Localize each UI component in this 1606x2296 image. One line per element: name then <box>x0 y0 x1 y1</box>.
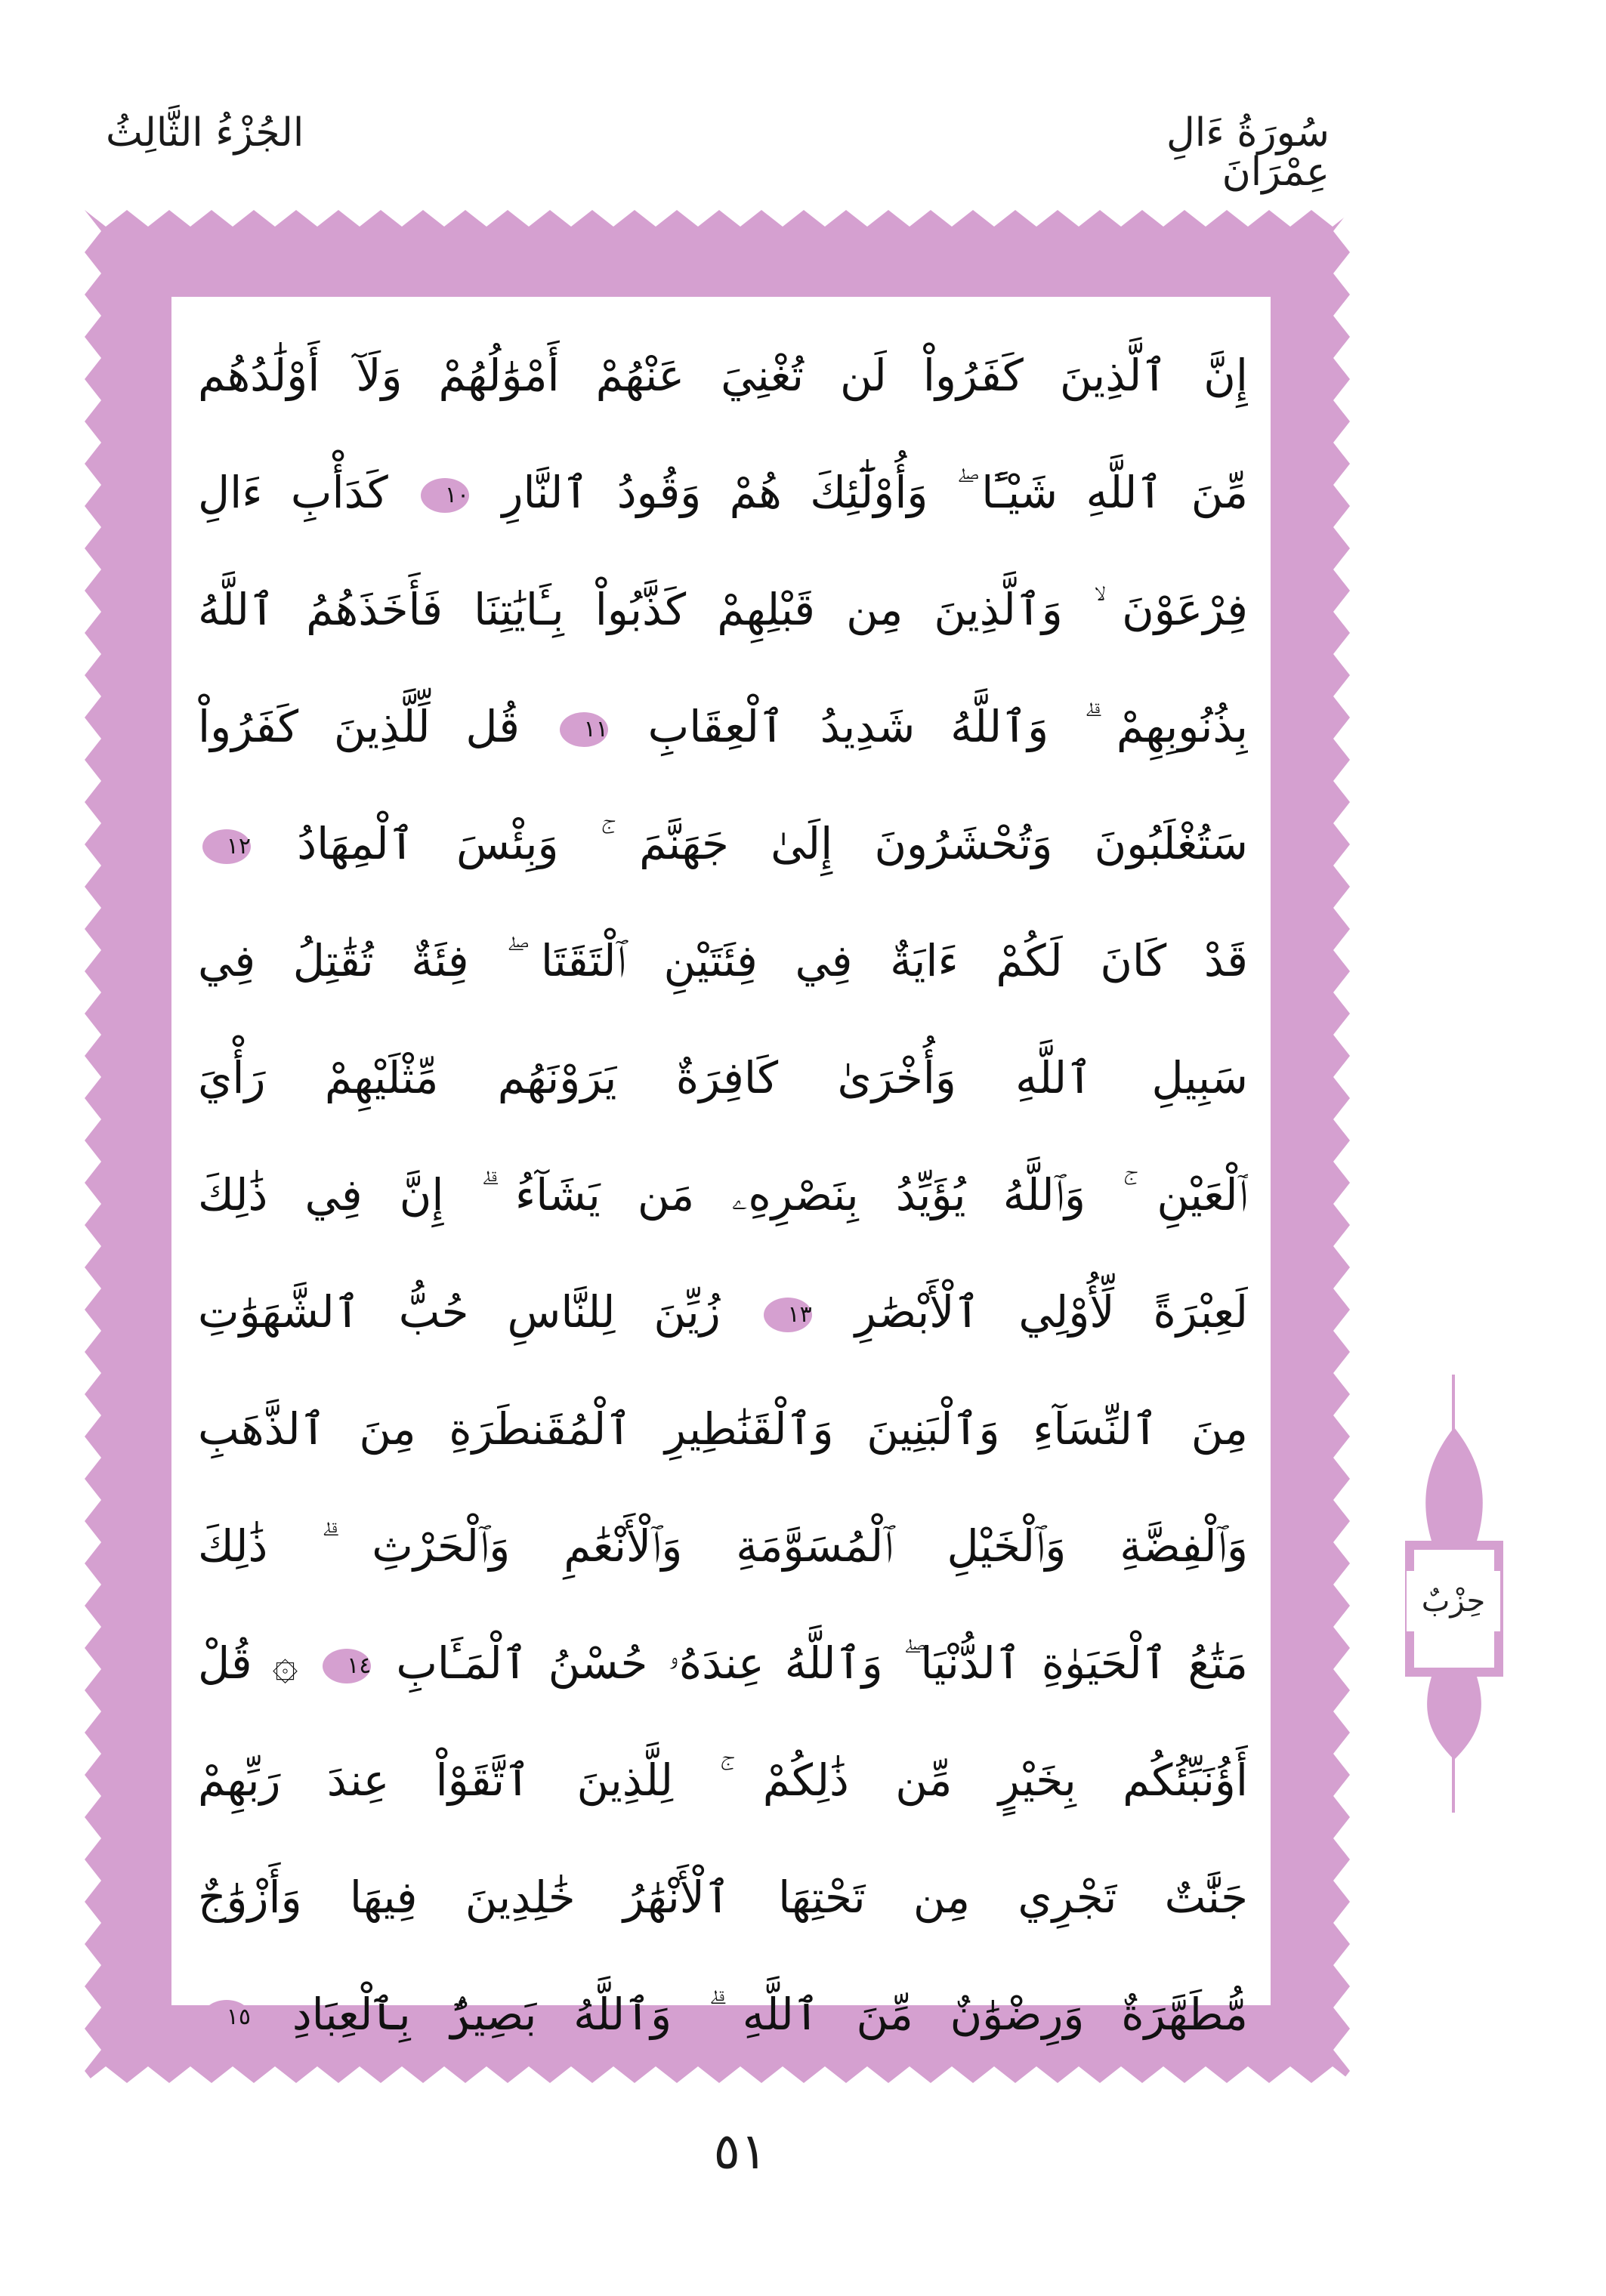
frame-notch <box>85 295 101 337</box>
frame-notch <box>85 1183 101 1225</box>
text-line: ٱلْعَيْنِ ۚ وَٱللَّهُ يُؤَيِّدُ بِنَصْرِهِۦ مَن يَشَآءُ ۗ إِنَّ فِي ذَٰلِكَ <box>198 1169 1248 1221</box>
frame-notch <box>85 929 101 971</box>
frame-notch <box>1333 887 1350 929</box>
frame-notch <box>1269 2066 1311 2083</box>
frame-notch <box>1333 1944 1350 1986</box>
frame-notch <box>1333 1140 1350 1183</box>
frame-notch <box>1333 1183 1350 1225</box>
frame-notch <box>85 1775 101 1817</box>
frame-notch <box>85 844 101 887</box>
frame-notch <box>423 210 465 227</box>
frame-notch <box>1142 210 1184 227</box>
frame-notch <box>85 1859 101 1902</box>
frame-notch <box>85 1817 101 1859</box>
frame-notch <box>1269 210 1311 227</box>
frame-notch <box>931 210 973 227</box>
frame-notch <box>85 802 101 844</box>
frame-notch <box>1333 252 1350 295</box>
text-line: جَنَّٰتٌ تَجْرِي مِن تَحْتِهَا ٱلْأَنْهَٰرُ خَٰلِدِينَ فِيهَا وَأَزْوَٰجٌ <box>198 1872 1248 1923</box>
frame-notch <box>85 1986 101 2029</box>
frame-notch <box>1333 929 1350 971</box>
frame-notch <box>1333 1310 1350 1352</box>
frame-notch <box>85 1479 101 1521</box>
frame-notch <box>85 506 101 548</box>
text-line: مِّنَ ٱللَّهِ شَيْـًٔا ۖ وَأُوْلَٰٓئِكَ هُمْ وَقُودُ ٱلنَّارِ ١٠ كَدَأْبِ ءَالِ <box>198 467 1248 518</box>
frame-notch <box>1333 548 1350 591</box>
text-line: بِذُنُوبِهِمْ ۗ وَٱللَّهُ شَدِيدُ ٱلْعِقَابِ ١١ قُل لِّلَّذِينَ كَفَرُواْ <box>198 701 1248 752</box>
text-line: فِرْعَوْنَ ۙ وَٱلَّذِينَ مِن قَبْلِهِمْ كَذَّبُواْ بِـَٔايَٰتِنَا فَأَخَذَهُمُ ٱللَّهُ <box>198 584 1248 635</box>
text-line: مَتَٰعُ ٱلْحَيَوٰةِ ٱلدُّنْيَا ۖ وَٱللَّهُ عِندَهُۥ حُسْنُ ٱلْمَـَٔابِ ١٤ ۞ قُلْ <box>198 1637 1248 1689</box>
frame-notch <box>1184 210 1227 227</box>
frame-notch <box>85 1014 101 1056</box>
frame-notch <box>85 252 101 295</box>
text-line: إِنَّ ٱلَّذِينَ كَفَرُواْ لَن تُغْنِيَ عَنْهُمْ أَمْوَٰلُهُمْ وَلَآ أَوْلَٰدُهُم <box>198 350 1248 401</box>
frame-notch <box>1100 210 1142 227</box>
frame-notch <box>1333 1606 1350 1648</box>
frame-notch <box>85 718 101 760</box>
text-line: وَٱلْفِضَّةِ وَٱلْخَيْلِ ٱلْمُسَوَّمَةِ وَٱلْأَنْعَٰمِ وَٱلْحَرْثِ ۗ ذَٰلِكَ <box>198 1520 1248 1572</box>
frame-notch <box>1333 760 1350 802</box>
ayah-marker: ١١ <box>560 712 608 747</box>
frame-notch <box>761 210 804 227</box>
frame-notch <box>85 1437 101 1479</box>
frame-notch <box>85 1310 101 1352</box>
frame-notch <box>212 210 254 227</box>
frame-notch <box>85 1690 101 1733</box>
frame-notch <box>1333 1648 1350 1690</box>
frame-notch <box>1058 210 1100 227</box>
page-number: ٥١ <box>713 2122 767 2180</box>
frame-notch <box>85 971 101 1014</box>
frame-notch <box>127 2066 169 2083</box>
frame-notch <box>1333 802 1350 844</box>
frame-notch <box>1333 1014 1350 1056</box>
ayah-marker: ١٤ <box>323 1649 371 1683</box>
frame-notch <box>508 210 550 227</box>
frame-notch <box>1333 633 1350 675</box>
text-line: مُّطَهَّرَةٌ وَرِضْوَٰنٌ مِّنَ ٱللَّهِ ۗ وَٱللَّهُ بَصِيرٌۢ بِٱلْعِبَادِ ١٥ <box>198 1956 1248 2073</box>
frame-notch <box>85 1394 101 1437</box>
frame-notch <box>85 1648 101 1690</box>
hizb-label: حِزْبٌ <box>1407 1571 1500 1631</box>
frame-notch <box>1333 1267 1350 1310</box>
frame-notch <box>677 210 719 227</box>
frame-notch <box>1333 1394 1350 1437</box>
frame-notch <box>1333 506 1350 548</box>
frame-notch <box>846 210 888 227</box>
frame-notch <box>1333 1521 1350 1563</box>
frame-notch <box>85 2029 101 2071</box>
frame-notch <box>1333 1817 1350 1859</box>
frame-notch <box>85 337 101 379</box>
frame-notch <box>85 675 101 718</box>
frame-notch <box>1333 844 1350 887</box>
frame-notch <box>1333 1775 1350 1817</box>
frame-notch <box>85 1521 101 1563</box>
frame-notch <box>85 379 101 421</box>
frame-notch <box>1333 1859 1350 1902</box>
frame-notch <box>888 210 931 227</box>
frame-notch <box>85 1733 101 1775</box>
frame-notch <box>85 1140 101 1183</box>
frame-notch <box>254 210 296 227</box>
frame-notch <box>1333 421 1350 464</box>
frame-notch <box>1333 591 1350 633</box>
frame-notch <box>85 1606 101 1648</box>
frame-notch <box>1015 210 1058 227</box>
frame-notch <box>1333 1437 1350 1479</box>
frame-notch <box>85 591 101 633</box>
ayah-marker: ١٢ <box>202 829 251 864</box>
frame-notch <box>635 210 677 227</box>
text-line: أَؤُنَبِّئُكُم بِخَيْرٍ مِّن ذَٰلِكُمْ ۚ لِلَّذِينَ ٱتَّقَوْاْ عِندَ رَبِّهِمْ <box>198 1754 1248 1806</box>
frame-notch <box>1333 2029 1350 2071</box>
ayah-marker: ١٥ <box>202 2000 251 2035</box>
juz-label: الجُزْءُ الثَّالِثُ <box>106 110 304 156</box>
frame-notch <box>338 210 381 227</box>
frame-notch <box>1333 1352 1350 1394</box>
frame-notch <box>1333 379 1350 421</box>
frame-notch <box>1333 1563 1350 1606</box>
surah-label: سُورَةُ ءَالِ عِمْرَانَ <box>1166 110 1330 195</box>
frame-notch <box>592 210 635 227</box>
frame-notch <box>85 464 101 506</box>
frame-notch <box>550 210 592 227</box>
frame-notch <box>85 1056 101 1098</box>
frame-notch <box>85 760 101 802</box>
frame-notch <box>85 1225 101 1267</box>
frame-notch <box>1333 1225 1350 1267</box>
frame-notch <box>1333 1056 1350 1098</box>
frame-notch <box>1333 1986 1350 2029</box>
frame-notch <box>169 210 212 227</box>
text-line: قَدْ كَانَ لَكُمْ ءَايَةٌ فِي فِئَتَيْنِ ٱلْتَقَتَا ۖ فِئَةٌ تُقَٰتِلُ فِي <box>198 935 1248 986</box>
ayah-marker: ١٣ <box>764 1298 812 1332</box>
frame-notch <box>381 210 423 227</box>
frame-notch <box>719 210 761 227</box>
frame-notch <box>1333 1690 1350 1733</box>
frame-notch <box>1333 1098 1350 1140</box>
frame-notch <box>296 210 338 227</box>
text-line: سَبِيلِ ٱللَّهِ وَأُخْرَىٰ كَافِرَةٌ يَرَوْنَهُم مِّثْلَيْهِمْ رَأْيَ <box>198 1052 1248 1103</box>
frame-notch <box>85 548 101 591</box>
text-line: لَعِبْرَةً لِّأُوْلِي ٱلْأَبْصَٰرِ ١٣ زُيِّنَ لِلنَّاسِ حُبُّ ٱلشَّهَوَٰتِ <box>198 1286 1248 1338</box>
text-line: سَتُغْلَبُونَ وَتُحْشَرُونَ إِلَىٰ جَهَنَّمَ ۚ وَبِئْسَ ٱلْمِهَادُ ١٢ <box>198 785 1248 903</box>
frame-notch <box>1333 1479 1350 1521</box>
frame-notch <box>465 210 508 227</box>
frame-notch <box>85 1902 101 1944</box>
frame-notch <box>85 421 101 464</box>
frame-notch <box>85 1944 101 1986</box>
text-line: مِنَ ٱلنِّسَآءِ وَٱلْبَنِينَ وَٱلْقَنَٰطِيرِ ٱلْمُقَنطَرَةِ مِنَ ٱلذَّهَبِ <box>198 1403 1248 1455</box>
frame-notch <box>1333 718 1350 760</box>
frame-notch <box>804 210 846 227</box>
frame-notch <box>1227 210 1269 227</box>
frame-notch <box>1333 675 1350 718</box>
frame-notch <box>85 887 101 929</box>
frame-notch <box>1333 1902 1350 1944</box>
frame-notch <box>1333 464 1350 506</box>
frame-notch <box>85 1098 101 1140</box>
frame-notch <box>85 1267 101 1310</box>
frame-notch <box>85 1352 101 1394</box>
frame-notch <box>973 210 1015 227</box>
frame-notch <box>1333 1733 1350 1775</box>
frame-notch <box>1333 971 1350 1014</box>
frame-notch <box>1333 337 1350 379</box>
frame-notch <box>127 210 169 227</box>
ayah-marker: ١٠ <box>421 478 469 513</box>
frame-notch <box>1333 295 1350 337</box>
frame-notch <box>85 633 101 675</box>
quran-text-lines <box>198 317 1248 2040</box>
frame-notch <box>85 1563 101 1606</box>
